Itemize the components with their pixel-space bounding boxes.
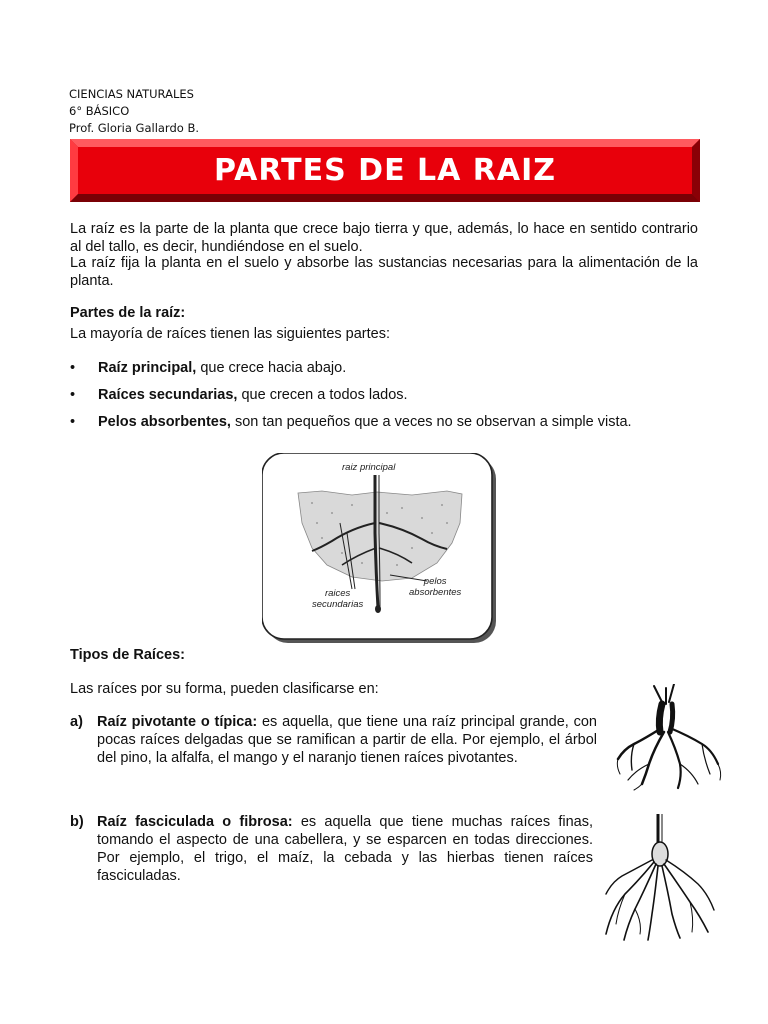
- bullet-text: que crecen a todos lados.: [237, 387, 408, 403]
- teacher-label: Prof. Gloria Gallardo B.: [69, 121, 199, 135]
- grade-label: 6° BÁSICO: [69, 104, 130, 118]
- item-text: es aquella que tiene muchas raíces finas, tomando el aspecto de una cabellera, y se esparcen en todas direcciones. Por ejemplo, el trigo, el maíz, la cebada y las hierbas tienen raíces fasciculadas.: [97, 814, 593, 884]
- bullet-term: Raíces secundarias,: [98, 387, 238, 403]
- bullet-term: Pelos absorbentes,: [98, 414, 231, 430]
- bullet-text: son tan pequeños que a veces no se observan a simple vista.: [230, 414, 632, 430]
- bullet-term: Raíz principal,: [98, 360, 197, 376]
- bullet-icon: •: [70, 414, 76, 430]
- root-diagram-illustration: [262, 453, 498, 645]
- item-text: es aquella, que tiene una raíz principal grande, con pocas raíces delgadas que se ramifican a partir de ella. Por ejemplo, el árbol del pino, la alfalfa, el mango y el naranjo tienen raíces pivotantes.: [97, 714, 597, 766]
- subject-label: CIENCIAS NATURALES: [69, 87, 194, 101]
- item-term: Raíz pivotante o típica:: [97, 714, 258, 730]
- types-heading: Tipos de Raíces:: [70, 647, 185, 663]
- bullet-text: que crece hacia abajo.: [196, 360, 347, 376]
- label-root-hairs: pelos absorbentes: [409, 576, 462, 598]
- intro-paragraph-2: La raíz fija la planta en el suelo y absorbe las sustancias necesarias para la alimentación de la planta.: [70, 255, 698, 289]
- document-header: [69, 86, 199, 137]
- item-marker: a): [70, 714, 83, 730]
- parts-heading: Partes de la raíz:: [70, 305, 186, 321]
- page-title: PARTES DE LA RAIZ: [213, 153, 557, 188]
- bullet-icon: •: [70, 360, 76, 376]
- intro-paragraph-1: La raíz es la parte de la planta que crece bajo tierra y que, además, lo hace en sentido contrario al del tallo, es decir, hundiéndose en el suelo.: [70, 221, 698, 255]
- fibrous-root-illustration: [600, 814, 720, 942]
- item-marker: b): [70, 814, 84, 830]
- types-lead: Las raíces por su forma, pueden clasificarse en:: [70, 681, 379, 697]
- label-secondary-roots: raices secundarias: [312, 588, 364, 610]
- parts-lead: La mayoría de raíces tienen las siguientes partes:: [70, 326, 390, 342]
- item-term: Raíz fasciculada o fibrosa:: [97, 814, 293, 830]
- root-parts-diagram: [262, 453, 498, 645]
- title-banner: [70, 139, 700, 202]
- bullet-icon: •: [70, 387, 76, 403]
- label-main-root: raiz principal: [342, 462, 396, 473]
- taproot-illustration: [614, 684, 724, 794]
